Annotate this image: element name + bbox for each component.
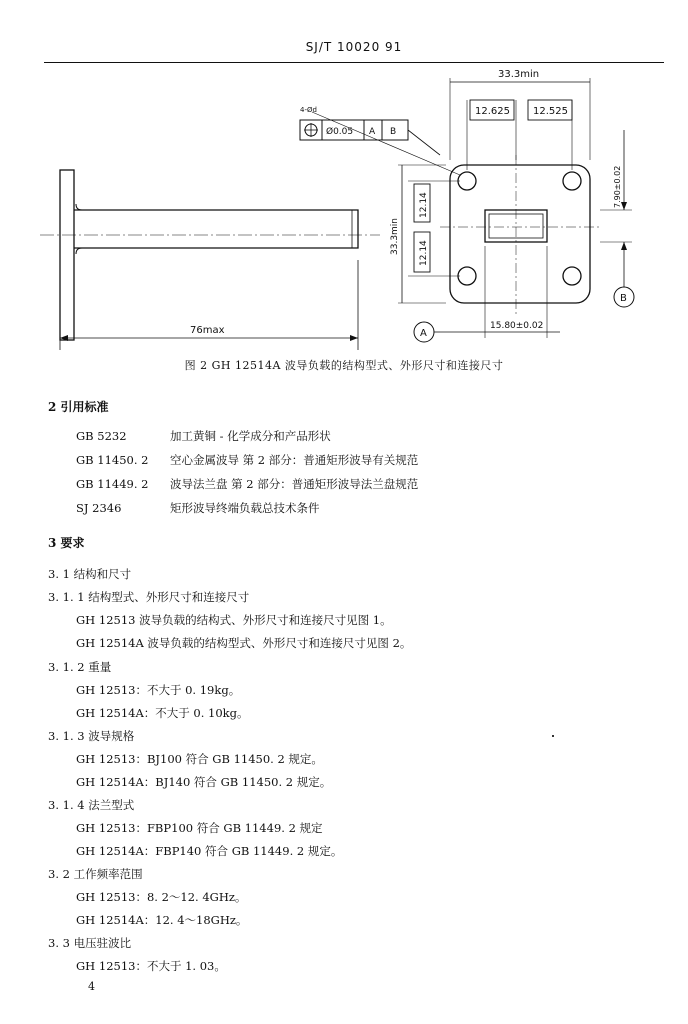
dim-overall-width: 33.3min <box>498 69 540 80</box>
dim-length: 76max <box>190 325 225 336</box>
bolt-hole <box>458 172 476 190</box>
header-title: SJ/T 10020 91 <box>305 40 403 54</box>
datum-b-label: B <box>620 293 627 304</box>
clause-3-1-4: 3. 1. 4 法兰型式 <box>48 798 135 812</box>
clause-text: GH 12514A：不大于 0. 10kg。 <box>76 706 249 720</box>
standard-code: GB 5232 <box>76 429 127 443</box>
datum-b-ref: B <box>390 127 397 137</box>
bolt-hole <box>458 267 476 285</box>
standard-row <box>76 424 418 448</box>
flange-side <box>60 170 74 340</box>
standard-row <box>76 496 418 520</box>
position-tolerance: Ø0.05 <box>326 127 354 137</box>
section-3-heading: 3 要求 <box>48 536 85 550</box>
dim-right-offset: 12.525 <box>533 106 568 117</box>
flange-front <box>450 165 590 303</box>
standard-code: SJ 2346 <box>76 501 122 515</box>
pipe-body <box>74 210 358 248</box>
figure-2 <box>0 60 688 360</box>
clause-3-1-2: 3. 1. 2 重量 <box>48 660 112 674</box>
dim-half-lower: 12.14 <box>419 240 429 266</box>
datum-a-label: A <box>420 328 427 339</box>
standard-title: 加工黄铜 - 化学成分和产品形状 <box>170 429 331 443</box>
page-number: 4 <box>88 980 95 993</box>
tolerance-label: 4-Ød <box>300 106 317 114</box>
clause-text: GH 12513：不大于 0. 19kg。 <box>76 683 241 697</box>
clause-text: GH 12514A 波导负载的结构型式、外形尺寸和连接尺寸见图 2。 <box>76 636 412 650</box>
standard-title: 矩形波导终端负载总技术条件 <box>170 501 320 515</box>
figure-caption: 图 2 GH 12514A 波导负载的结构型式、外形尺寸和连接尺寸 <box>184 359 504 372</box>
clause-3-1-3: 3. 1. 3 波导规格 <box>48 729 135 743</box>
clause-3-1-1: 3. 1. 1 结构型式、外形尺寸和连接尺寸 <box>48 590 250 604</box>
clause-text: GH 12514A：FBP140 符合 GB 11449. 2 规定。 <box>76 844 343 858</box>
standard-title: 波导法兰盘 第 2 部分：普通矩形波导法兰盘规范 <box>170 477 419 491</box>
standard-code: GB 11449. 2 <box>76 477 149 491</box>
clause-text: GH 12514A：12. 4～18GHz。 <box>76 913 248 927</box>
clause-text: GH 12513：8. 2～12. 4GHz。 <box>76 890 247 904</box>
clause-3-1: 3. 1 结构和尺寸 <box>48 567 132 581</box>
standard-row <box>76 448 418 472</box>
clause-text: GH 12513：FBP100 符合 GB 11449. 2 规定 <box>76 821 323 835</box>
dim-height: 33.3min <box>390 217 400 255</box>
standard-title: 空心金属波导 第 2 部分：普通矩形波导有关规范 <box>170 453 419 467</box>
dim-aperture-width: 15.80±0.02 <box>490 321 544 331</box>
clause-text: GH 12514A：BJ140 符合 GB 11450. 2 规定。 <box>76 775 332 789</box>
datum-a-ref: A <box>369 127 376 137</box>
standards-list <box>76 424 418 520</box>
technical-drawing <box>0 60 688 360</box>
dim-aperture-height: 7.90±0.02 <box>613 165 622 208</box>
clause-text: GH 12513：BJ100 符合 GB 11450. 2 规定。 <box>76 752 323 766</box>
bolt-hole <box>563 267 581 285</box>
dim-left-offset: 12.625 <box>475 106 510 117</box>
bolt-hole <box>563 172 581 190</box>
dim-half-upper: 12.14 <box>419 192 429 218</box>
clause-text: GH 12513：不大于 1. 03。 <box>76 959 226 973</box>
standard-code: GB 11450. 2 <box>76 453 149 467</box>
clause-3-3: 3. 3 电压驻波比 <box>48 936 132 950</box>
clause-3-2: 3. 2 工作频率范围 <box>48 867 143 881</box>
standard-row <box>76 472 418 496</box>
scan-speck <box>552 735 554 737</box>
section-2-heading: 2 引用标准 <box>48 400 109 414</box>
clause-text: GH 12513 波导负载的结构式、外形尺寸和连接尺寸见图 1。 <box>76 613 392 627</box>
